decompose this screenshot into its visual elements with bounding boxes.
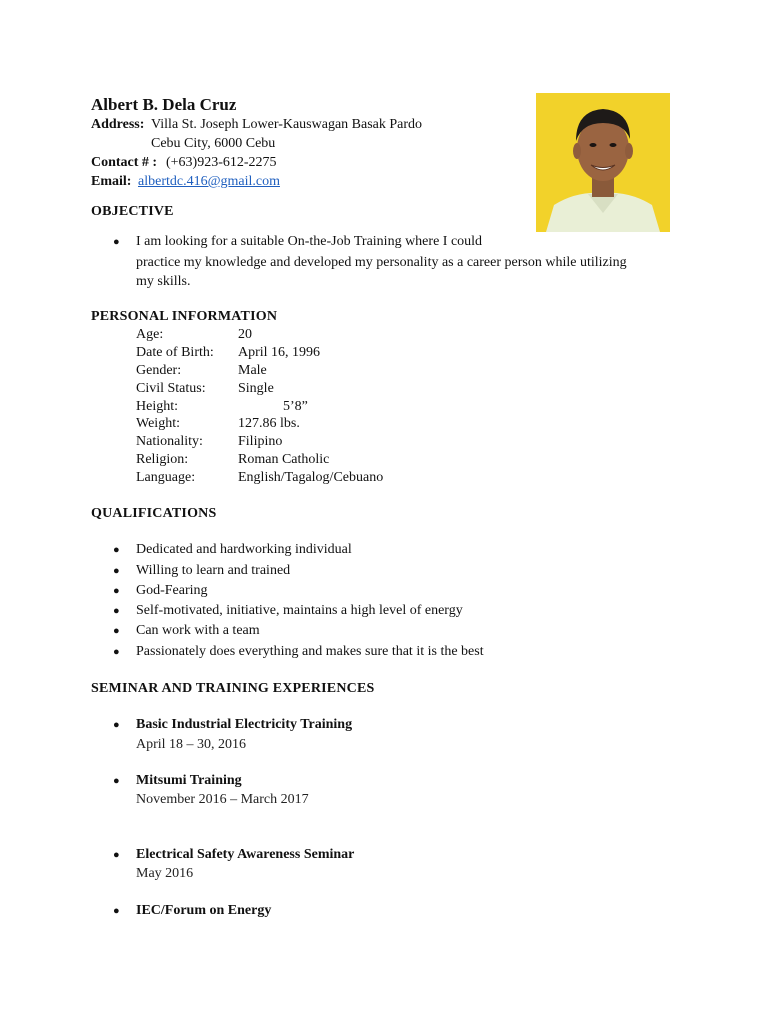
seminar-date: April 18 – 30, 2016 — [136, 737, 247, 752]
list-bullet-icon: ● — [113, 849, 120, 861]
weight-value: 127.86 lbs. — [238, 416, 300, 431]
seminar-title: IEC/Forum on Energy — [136, 903, 272, 918]
seminar-title: Mitsumi Training — [136, 773, 242, 788]
qualification-item: God-Fearing — [136, 583, 208, 598]
height-label: Height: — [136, 399, 178, 414]
weight-label: Weight: — [136, 416, 180, 431]
religion-label: Religion: — [136, 452, 189, 467]
seminar-title: Electrical Safety Awareness Seminar — [136, 847, 355, 862]
age-label: Age: — [136, 327, 164, 342]
nationality-label: Nationality: — [136, 434, 203, 449]
contact-label: Contact # : — [91, 155, 158, 170]
qualification-item: Passionately does everything and makes sure that it is the best — [136, 644, 484, 659]
resume-name: Albert B. Dela Cruz — [91, 95, 237, 114]
email-link[interactable]: albertdc.416@gmail.com — [138, 174, 280, 189]
email-label: Email: — [91, 174, 132, 189]
objective-heading: OBJECTIVE — [91, 204, 174, 219]
qualifications-heading: QUALIFICATIONS — [91, 506, 217, 521]
civil-status-value: Single — [238, 381, 274, 396]
nationality-value: Filipino — [238, 434, 283, 449]
gender-value: Male — [238, 363, 267, 378]
list-bullet-icon: ● — [113, 719, 120, 731]
qualification-item: Dedicated and hardworking individual — [136, 542, 352, 557]
list-bullet-icon: ● — [113, 585, 120, 597]
qualification-item: Can work with a team — [136, 623, 260, 638]
qualification-item: Willing to learn and trained — [136, 563, 291, 578]
dob-label: Date of Birth: — [136, 345, 214, 360]
list-bullet-icon: ● — [113, 646, 120, 658]
qualification-item: Self-motivated, initiative, maintains a high level of energy — [136, 603, 463, 618]
person-portrait-icon — [536, 93, 670, 232]
age-value: 20 — [238, 327, 252, 342]
list-bullet-icon: ● — [113, 565, 120, 577]
height-value: 5’8” — [283, 399, 308, 414]
dob-value: April 16, 1996 — [238, 345, 321, 360]
seminar-title: Basic Industrial Electricity Training — [136, 717, 353, 732]
civil-status-label: Civil Status: — [136, 381, 206, 396]
address-line-2: Cebu City, 6000 Cebu — [151, 136, 276, 151]
language-value: English/Tagalog/Cebuano — [238, 470, 384, 485]
list-bullet-icon: ● — [113, 544, 120, 556]
objective-line-2: practice my knowledge and developed my personality as a career person while utilizing — [136, 255, 627, 270]
seminar-date: May 2016 — [136, 866, 194, 881]
seminar-date: November 2016 – March 2017 — [136, 792, 309, 807]
objective-line-1: I am looking for a suitable On-the-Job Training where I could — [136, 234, 483, 249]
address-line-1: Villa St. Joseph Lower-Kauswagan Basak Pardo — [151, 117, 423, 132]
list-bullet-icon: ● — [113, 775, 120, 787]
address-label: Address: — [91, 117, 145, 132]
religion-value: Roman Catholic — [238, 452, 330, 467]
seminars-heading: SEMINAR AND TRAINING EXPERIENCES — [91, 681, 375, 696]
profile-photo — [536, 93, 670, 232]
objective-bullet-icon: ● — [113, 236, 120, 248]
personal-info-heading: PERSONAL INFORMATION — [91, 309, 278, 324]
language-label: Language: — [136, 470, 196, 485]
list-bullet-icon: ● — [113, 625, 120, 637]
objective-line-3: my skills. — [136, 274, 191, 289]
list-bullet-icon: ● — [113, 605, 120, 617]
list-bullet-icon: ● — [113, 905, 120, 917]
contact-value: (+63)923-612-2275 — [166, 155, 277, 170]
gender-label: Gender: — [136, 363, 182, 378]
